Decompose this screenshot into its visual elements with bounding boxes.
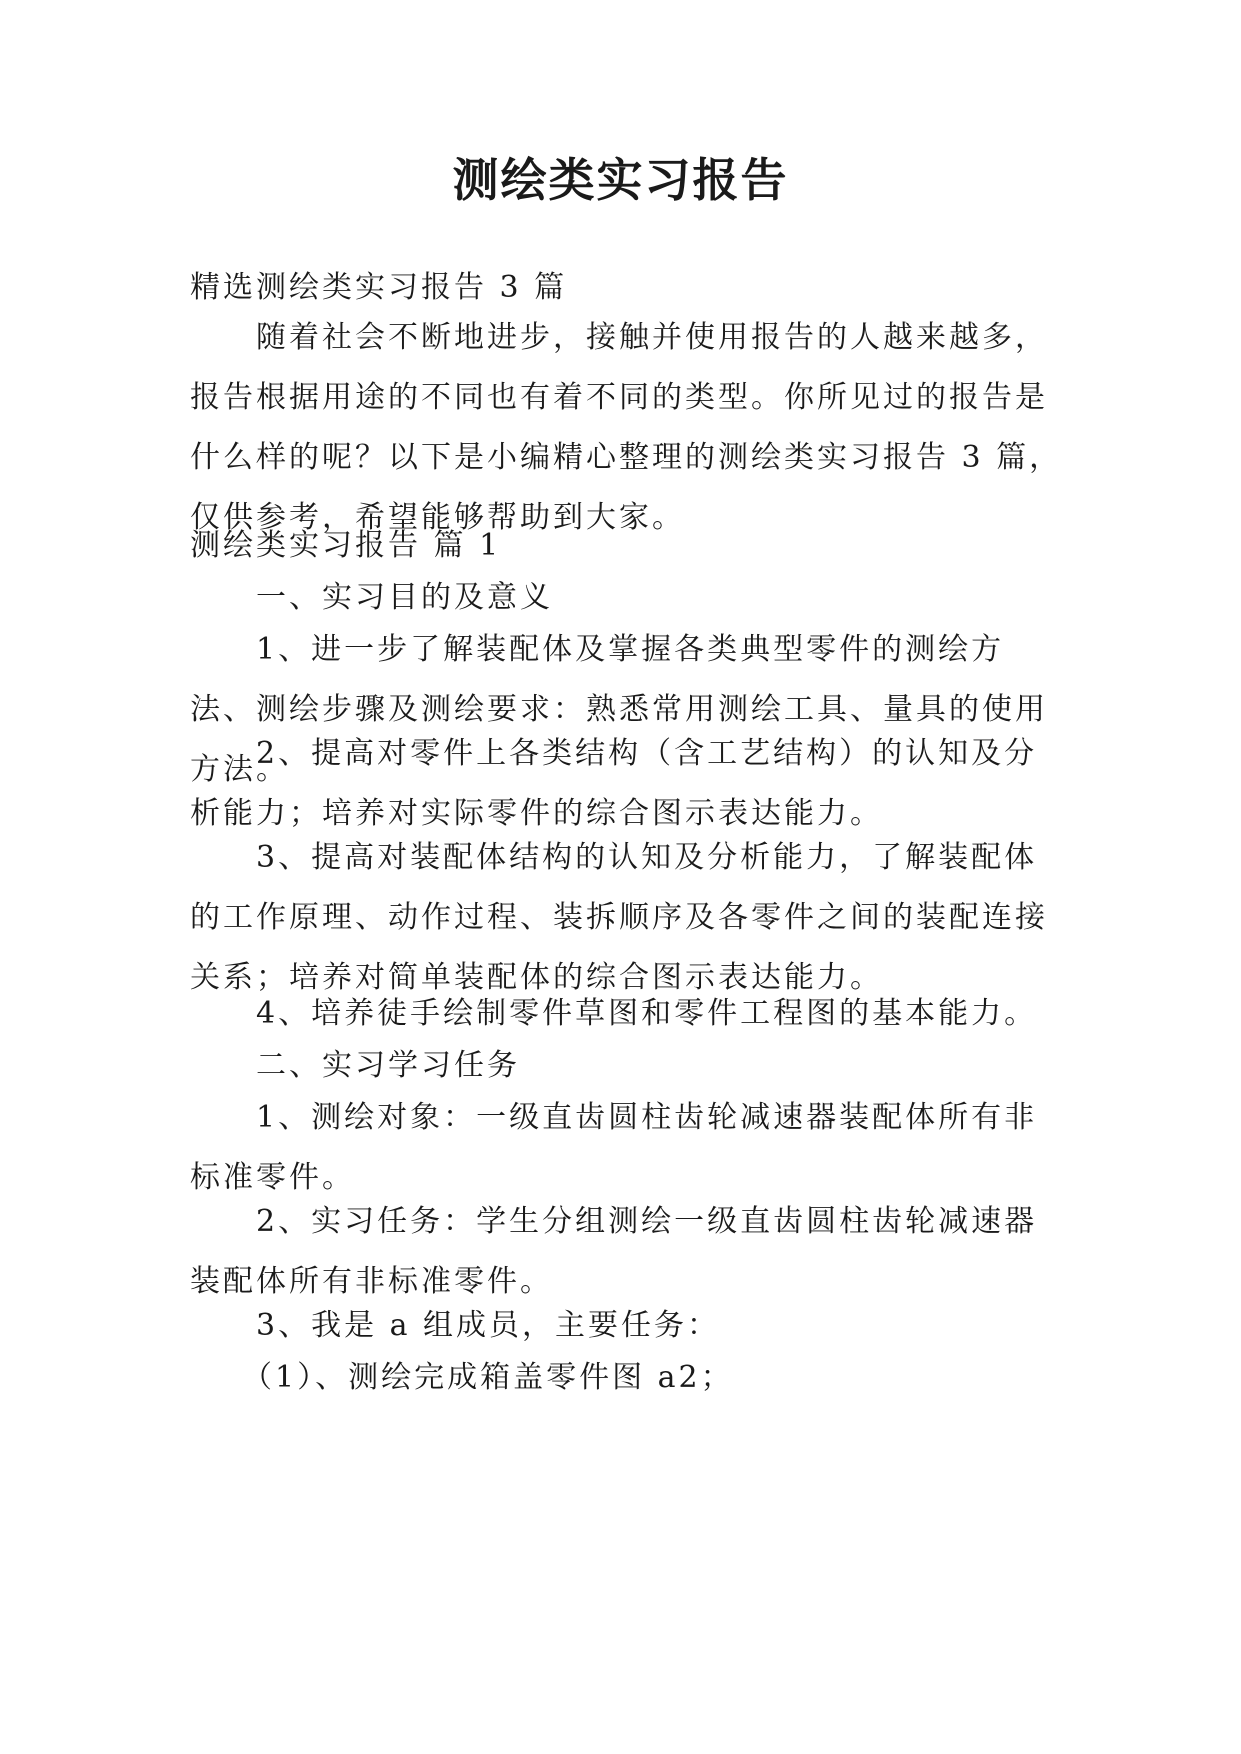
intro-paragraph: 随着社会不断地进步，接触并使用报告的人越来越多，报告根据用途的不同也有着不同的类型。你所见过的报告是什么样的呢？以下是小编精心整理的测绘类实习报告 3 篇，仅供参考，希望能够帮助到大家。 xyxy=(190,320,1063,535)
section-title: 测绘类实习报告 篇 1 xyxy=(190,528,502,563)
purpose-item-3: 3、提高对装配体结构的认知及分析能力，了解装配体的工作原理、动作过程、装拆顺序及各零件之间的装配连接关系；培养对简单装配体的综合图示表达能力。 xyxy=(190,840,1048,995)
task-item-1: 1、测绘对象：一级直齿圆柱齿轮减速器装配体所有非标准零件。 xyxy=(190,1100,1038,1195)
purpose-item-1: 1、进一步了解装配体及掌握各类典型零件的测绘方法、测绘步骤及测绘要求：熟悉常用测绘工具、量具的使用方法。 xyxy=(190,632,1048,787)
heading-tasks: 二、实习学习任务 xyxy=(256,1048,520,1083)
purpose-item-4: 4、培养徒手绘制零件草图和零件工程图的基本能力。 xyxy=(256,996,1038,1031)
task-item-2: 2、实习任务：学生分组测绘一级直齿圆柱齿轮减速器装配体所有非标准零件。 xyxy=(190,1204,1038,1299)
task-item-3: 3、我是 a 组成员，主要任务： xyxy=(256,1308,721,1343)
heading-purpose: 一、实习目的及意义 xyxy=(256,580,553,615)
document-subtitle: 精选测绘类实习报告 3 篇 xyxy=(190,270,568,305)
document-title: 测绘类实习报告 xyxy=(452,153,789,207)
task-item-3-1: （1）、测绘完成箱盖零件图 a2； xyxy=(242,1360,734,1395)
purpose-item-2: 2、提高对零件上各类结构（含工艺结构）的认知及分析能力；培养对实际零件的综合图示表达能力。 xyxy=(190,736,1038,831)
